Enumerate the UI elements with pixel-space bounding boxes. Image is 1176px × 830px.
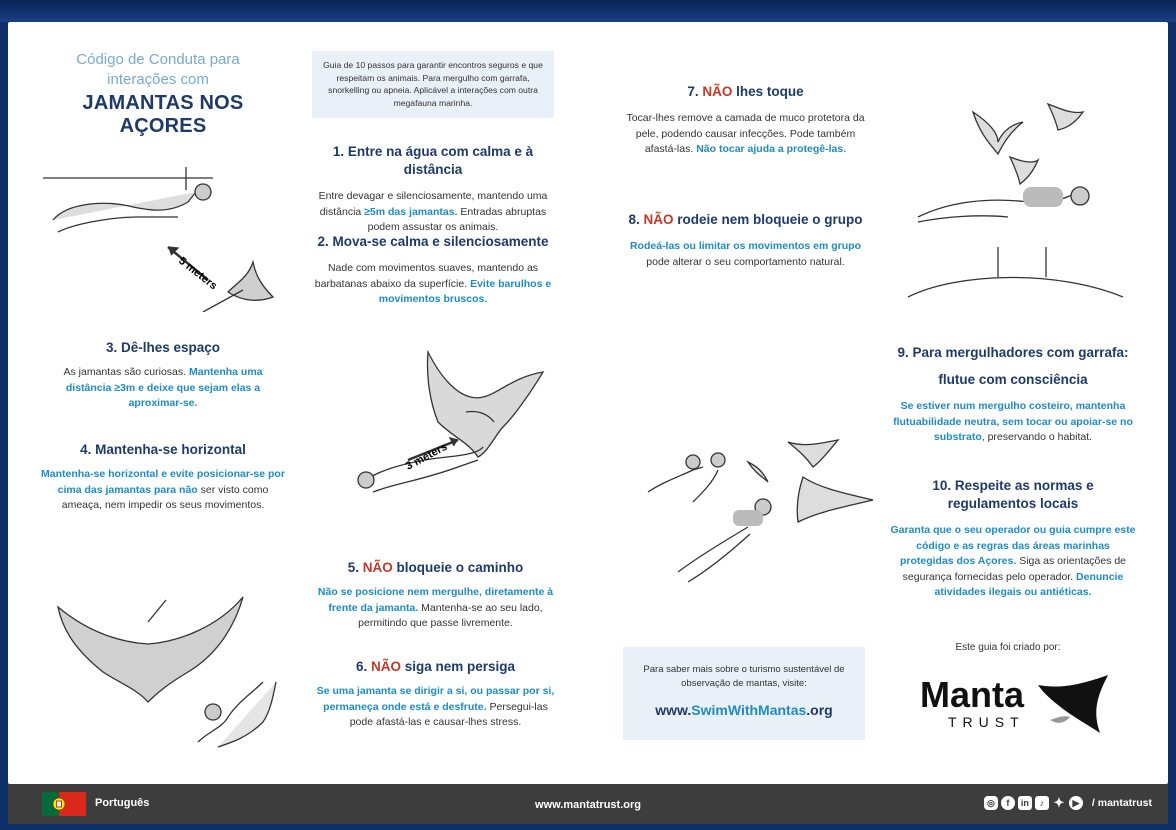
step-10-highlight-b: Denuncie atividades ilegais ou antiéticas. <box>934 570 1124 598</box>
step-7-title-rest: lhes toque <box>732 84 804 99</box>
step-4-text <box>40 467 286 514</box>
linkedin-icon[interactable]: in <box>1018 796 1032 810</box>
swimmer-distance-illustration <box>38 162 278 312</box>
language-label[interactable]: Português <box>95 797 150 809</box>
step-7-text-a: Tocar-lhes remove a camada de muco protetora da pele, podendo causar infecções. Pode também afastá-las. <box>626 112 865 155</box>
step-7-no: NÃO <box>702 84 733 99</box>
step-5 <box>313 559 558 632</box>
step-7-highlight: Não tocar ajuda a protegê-las. <box>696 143 847 155</box>
footer-bar <box>8 784 1168 824</box>
step-10-title: 10. Respeite as normas e regulamentos locais <box>932 478 1094 511</box>
title-line-2: interações com <box>107 71 209 88</box>
step-5-text <box>313 585 558 632</box>
step-6-text <box>313 684 558 731</box>
step-4-text-a: ser visto como ameaça, nem impedir os seus movimentos. <box>61 483 269 511</box>
step-8-text <box>623 239 868 270</box>
logo-sub: TRUST <box>948 714 1025 730</box>
three-meters-label: 3 meters <box>403 440 450 473</box>
instagram-icon[interactable]: ◎ <box>984 796 998 810</box>
guide-page <box>8 22 1168 784</box>
step-6-highlight: Se uma jamanta se dirigir a si, ou passar por si, permaneça onde está e desfrute. <box>316 685 555 713</box>
step-7-text <box>623 111 868 158</box>
step-8-no: NÃO <box>643 212 674 227</box>
step-6-title-rest: siga nem persiga <box>400 659 516 674</box>
step-8-text-a: pode alterar o seu comportamento natural. <box>646 255 845 268</box>
step-10-text-a: Siga as orientações de segurança fornecidas pelo operador. <box>902 555 1127 583</box>
manta-diver-3m-illustration <box>338 342 548 502</box>
step-8-title <box>623 211 868 229</box>
manta-trust-logo <box>920 665 1110 735</box>
top-border <box>0 0 1176 22</box>
step-9-text-a: , preservando o habitat. <box>981 431 1093 443</box>
step-3-text-a: As jamantas são curiosas. <box>63 366 189 378</box>
link-brand: SwimWithMantas <box>691 702 807 718</box>
step-2-text-a: Nade com movimentos suaves, mantendo as barbatanas abaixo da superfície. <box>314 262 539 290</box>
step-1-text-a: Entre devagar e silenciosamente, mantendo uma distância <box>318 190 548 218</box>
step-3-highlight: Mantenha uma distância ≥3m e deixe que sejam elas a aproximar-se. <box>65 366 263 409</box>
diver-buoyancy-illustration <box>898 92 1138 312</box>
step-10-highlight: Garanta que o seu operador ou guia cumpre este código e as regras das áreas marinhas protegidas dos Açores. <box>890 524 1136 567</box>
divers-group-illustration <box>638 422 888 592</box>
link-suffix: .org <box>806 702 833 718</box>
step-1-title: 1. Entre na água com calma e à distância <box>332 144 534 177</box>
five-meters-label: 5 meters <box>176 254 220 293</box>
step-5-number: 5. <box>347 560 359 575</box>
social-handle: / mantatrust <box>1091 797 1152 809</box>
step-5-title-rest: bloqueie o caminho <box>392 560 524 575</box>
step-8-title-rest: rodeie nem bloqueie o grupo <box>673 212 863 227</box>
intro-box <box>312 51 554 118</box>
logo-word: Manta <box>920 674 1025 715</box>
step-1 <box>308 143 558 236</box>
learn-more-box <box>623 647 865 740</box>
bluesky-icon[interactable]: ✦ <box>1053 795 1065 810</box>
step-4-title: 4. Mantenha-se horizontal <box>80 442 246 457</box>
step-9-subtitle: flutue com consciência <box>938 372 1088 387</box>
step-9-title: 9. Para mergulhadores com garrafa: <box>897 345 1129 360</box>
step-7-number: 7. <box>687 84 699 99</box>
step-9-highlight: Se estiver num mergulho costeiro, mantenha flutuabilidade neutra, sem tocar ou apoiar-se no substrato <box>893 400 1133 443</box>
learn-more-text: Para saber mais sobre o turismo sustentável de observação de mantas, visite: <box>643 664 845 689</box>
step-7 <box>623 83 868 158</box>
step-6-no: NÃO <box>370 659 401 674</box>
step-2-title: 2. Mova-se calma e silenciosamente <box>317 234 549 249</box>
step-8-highlight: Rodeá-las ou limitar os movimentos em grupo <box>629 240 862 252</box>
social-links <box>984 796 1152 810</box>
step-4 <box>40 441 286 514</box>
created-by-label: Este guia foi criado por: <box>955 642 1061 653</box>
step-2 <box>308 233 558 308</box>
step-8 <box>623 211 868 270</box>
step-9 <box>888 344 1138 446</box>
step-4-highlight: Mantenha-se horizontal e evite posicionar-se por cima das jamantas para não <box>41 468 285 496</box>
step-2-text <box>308 261 558 308</box>
step-3 <box>40 339 286 412</box>
step-3-text <box>40 365 286 412</box>
intro-text: Guia de 10 passos para garantir encontros seguros e que respeitam os animais. Para mergulho com garrafa, snorkelling ou apneia. Aplicável a interações com outra megafauna marinha. <box>323 60 543 108</box>
step-10 <box>888 477 1138 601</box>
step-1-text <box>308 189 558 236</box>
step-1-highlight: ≥5m das jamantas. <box>364 205 458 218</box>
step-5-highlight: Não se posicione nem mergulhe, diretamente à frente da jamanta. <box>317 586 554 614</box>
swimwithmantas-link[interactable] <box>633 703 855 717</box>
page-title: JAMANTAS NOS AÇORES <box>82 92 244 137</box>
step-6-number: 6. <box>355 659 368 674</box>
manta-overhead-illustration <box>48 572 288 772</box>
step-3-title: 3. Dê-lhes espaço <box>105 340 221 355</box>
step-8-number: 8. <box>628 212 640 227</box>
website-link[interactable]: www.mantatrust.org <box>535 799 641 811</box>
youtube-icon[interactable]: ▶ <box>1069 796 1083 810</box>
step-6 <box>313 658 558 731</box>
facebook-icon[interactable]: f <box>1001 796 1015 810</box>
title-line-1: Código de Conduta para <box>76 51 240 68</box>
step-5-text-a: Mantenha-se ao seu lado, permitindo que passe livremente. <box>358 601 543 629</box>
step-6-title <box>313 658 558 676</box>
step-5-no: NÃO <box>362 560 393 575</box>
step-1-text-b: Entradas abruptas podem assustar os animais. <box>367 205 547 233</box>
link-prefix: www. <box>655 702 692 718</box>
step-6-text-a: Persegui-las pode afastá-las e causar-lhes stress. <box>349 700 548 728</box>
title-subtitle <box>38 50 278 90</box>
step-10-text <box>888 523 1138 601</box>
step-7-title <box>623 83 868 101</box>
step-9-text <box>888 399 1138 446</box>
tiktok-icon[interactable]: ♪ <box>1035 796 1049 810</box>
step-2-highlight: Evite barulhos e movimentos bruscos. <box>378 277 552 305</box>
step-5-title <box>313 559 558 577</box>
